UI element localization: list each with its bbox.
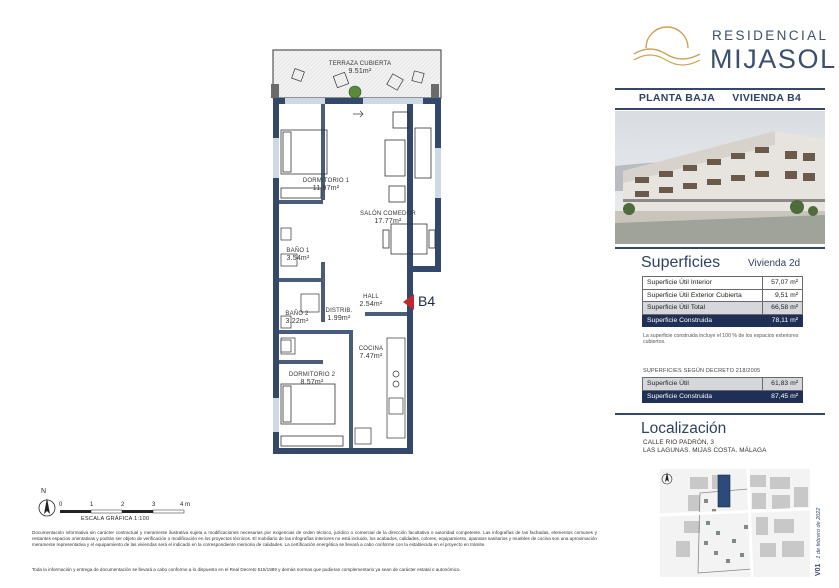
scale-tick: 4 m: [180, 502, 191, 508]
table-row: Superficie Útil Total 66,58 m²: [643, 302, 803, 315]
unit-name: VIVIENDA B4: [732, 92, 802, 104]
scale-tick: 0: [59, 502, 63, 508]
scale-tick: 1: [90, 502, 94, 508]
decreto-title: SUPERFICIES SEGÚN DECRETO 218/2005: [643, 368, 761, 374]
version-date: 1 de febrero de 2022: [816, 507, 822, 559]
table-row: Superficie Construida 78,11 m²: [643, 314, 803, 327]
plant-icon: [349, 86, 361, 98]
scale-caption: ESCALA GRÁFICA 1:100: [81, 516, 150, 522]
building-render-image: [615, 111, 825, 244]
legal-disclaimer: Documentación informativa sin carácter contractual y meramente ilustrativa sujeta a modificaciones necesarias por exigencias de orden técnico, jurídico o comercial de la dirección facultativa o autoridad competente. Las infografías de las fachadas, elementos comunes y restantes espacios orientativas y podrán ser objeto de verificación o modificación en los proyectos técnicos. El mobiliario de las infografías interiores no está incluido, los acabados, calidades, colores, equipamiento, aparatos sanitarios y muebles de cocina son una aproximación meramente representativa y el equipamiento de las viviendas será el indicado en la correspondiente memoria de calidades. La certificación energética se llevará a cabo conforme con la establecida en el proyecto en trámite.: [32, 530, 597, 548]
brand-logo-icon: [632, 26, 702, 68]
location-map-image: [660, 469, 810, 577]
decreto-table: [642, 377, 803, 403]
brand-name-main: MIJASOL: [710, 44, 837, 74]
address-line: LAS LAGUNAS. MIJAS COSTA. MÁLAGA: [643, 447, 767, 454]
compass-letter: N: [41, 488, 47, 495]
brand-name-top: RESIDENCIAL: [712, 28, 829, 43]
room-label-dormitorio-2: DORMITORIO 2 8.57m²: [288, 372, 336, 386]
map-north-compass-icon: [661, 470, 673, 486]
room-label-hall: HALL 2.54m²: [359, 294, 383, 308]
table-row: Superficie Construida 87,45 m²: [643, 390, 803, 403]
room-label-distribuidor: DISTRIB. 1.99m²: [325, 308, 353, 322]
room-label-bano-1: BAÑO 1 3.54m²: [286, 248, 310, 262]
table-row: Superficie Útil Interior 57,07 m²: [643, 277, 803, 290]
version-code: V01: [815, 563, 822, 576]
scale-tick: 3: [152, 502, 156, 508]
legal-disclaimer-decree: Toda la información y entrega de documentación se llevará a cabo conforme a lo dispuesto en el Real Decreto 515/1989 y demás normas que pudieran complementario ya sean de carácter estatal o autonómico.: [32, 567, 461, 572]
version-tag: V01 · 1 de febrero de 2022: [815, 507, 822, 576]
graphic-scale: [36, 488, 216, 528]
localizacion-title: Localización: [641, 420, 727, 437]
divider: [615, 88, 825, 90]
divider: [615, 108, 825, 110]
unit-tag: B4: [418, 293, 436, 309]
table-row: Superficie Útil 61,83 m²: [643, 378, 803, 391]
floor-name: PLANTA BAJA: [638, 92, 716, 104]
superficies-table: [642, 276, 803, 327]
table-row: Superficie Útil Exterior Cubierta 9,51 m²: [643, 289, 803, 302]
superficies-note: La superficie construida incluye el 100 % de los espacios exteriores cubiertos.: [643, 333, 799, 346]
plan-header: [615, 92, 825, 104]
divider: [615, 413, 825, 415]
address-line: CALLE RIO PADRÓN, 3: [643, 439, 715, 446]
room-label-bano-2: BAÑO 2 3.22m²: [285, 311, 309, 325]
room-label-dormitorio-1: DORMITORIO 1 11.97m²: [302, 178, 350, 192]
superficies-title: Superficies: [641, 254, 721, 271]
divider: [615, 247, 825, 249]
scale-tick: 2: [121, 502, 125, 508]
superficies-subtitle: Vivienda 2d: [748, 258, 801, 269]
north-compass-icon: [36, 494, 216, 528]
room-label-cocina: COCINA 7.47m²: [358, 346, 384, 360]
room-label-terraza: TERRAZA CUBIERTA 9.51m²: [328, 61, 392, 75]
room-label-salon-comedor: SALÓN COMEDOR 17.77m²: [360, 211, 416, 225]
site-marker: [718, 475, 730, 507]
entrance-arrow-icon: [403, 294, 414, 310]
